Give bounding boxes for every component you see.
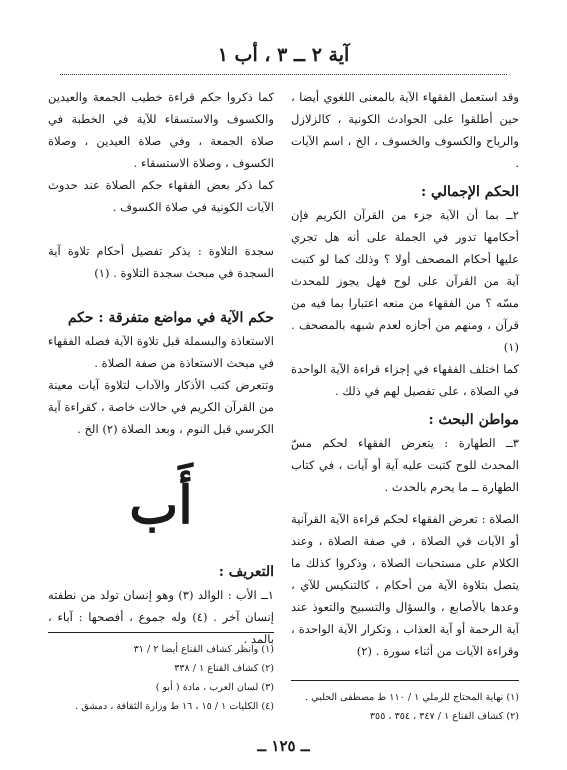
footnotes-right bbox=[291, 688, 519, 726]
footnote-separator bbox=[291, 680, 519, 681]
paragraph: ٢ــ بما أن الآية جزء من القرآن الكريم فإن أحكامها تدور في الجملة على أنه هل تجري عليها أحكام المصحف أولا ؟ وذلك كما لو كتبت آية من القرآن على لوح فهل يجوز للمحدث مسّه ؟ من الفقهاء من منعه اعتبارا بما فيه من قرآن ، ومنهم من أجازه لعدم شبهه بالمصحف . (١) bbox=[291, 208, 519, 354]
paragraph: كما اختلف الفقهاء في إجزاء قراءة الآية الواحدة في الصلاة ، على تفصيل لهم في ذلك . bbox=[291, 362, 519, 398]
footnote-separator bbox=[48, 632, 274, 633]
footnote: (٢) كشاف القناع ١ / ٣٣٨ bbox=[174, 663, 274, 674]
paragraph: ٣ــ الطهارة : يتعرض الفقهاء لحكم مسّ المحدث للوح كتبت عليه آية أو آيات ، في كتاب الطهارة ــ ما يحرم بالحدث . bbox=[291, 436, 519, 494]
footnotes-left bbox=[48, 640, 274, 716]
section-heading: الحكم الإجمالي : bbox=[421, 184, 519, 200]
page-header: آية ٢ ــ ٣ ، أب ١ bbox=[217, 44, 350, 66]
footnote: (٣) لسان العرب ، مادة ( أبو ) bbox=[155, 682, 274, 693]
header-rule bbox=[60, 74, 507, 75]
page-number: ــ ١٢٥ ــ bbox=[257, 737, 310, 755]
paragraph: الصلاة : تعرض الفقهاء لحكم قراءة الآية القرآنية أو الآيات في الصلاة ، في صفة الصلاة ، وعند الكلام على مستحبات الصلاة ، وذكروا كذلك ما يتصل بتلاوة الآية من أحكام ، كالتنكيس للآي ، وعدها بالأصابع ، والسؤال والتسبيح والتعوذ عند آية الرحمة أو آية العذاب ، وتكرار الآية الواحدة ، وقراءة الآيات من أثناء سورة . (٢) bbox=[291, 512, 519, 658]
entry-title: أَب bbox=[129, 475, 193, 536]
footnote: (٤) الكليات ١ / ١٥ ، ١٦ ط وزارة الثقافة ، دمشق . bbox=[75, 701, 274, 712]
paragraph: كما ذكر بعض الفقهاء حكم الصلاة عند حدوث الآيات الكونية في صلاة الكسوف . bbox=[48, 178, 274, 214]
paragraph: وتتعرض كتب الأذكار والآداب لتلاوة آيات معينة من القرآن الكريم في حالات خاصة ، كقراءة آية الكرسي قبل النوم ، وبعد الصلاة (٢) الخ . bbox=[48, 378, 274, 436]
paragraph: كما ذكروا حكم قراءة خطيب الجمعة والعيدين والكسوف والاستسقاء للآية في الخطبة في صلاة الجمعة ، وفي صلاة العيدين ، وصلاة الكسوف ، وصلاة الاستسقاء . bbox=[48, 90, 274, 170]
paragraph: الاستعاذة والبسملة قبل تلاوة الآية فصله الفقهاء في مبحث الاستعاذة من صفة الصلاة . bbox=[48, 334, 274, 370]
section-heading: التعريف : bbox=[218, 564, 274, 580]
left-column bbox=[48, 86, 274, 650]
right-column bbox=[291, 86, 519, 662]
footnote: (٢) كشاف القناع ١ / ٣٤٧ ، ٣٥٤ ، ٣٥٥ bbox=[369, 711, 519, 722]
footnote: (١) وانظر كشاف القناع أيضا ٢ / ٣١ bbox=[133, 644, 274, 655]
section-heading: حكم الآية في مواضع متفرقة : حكم bbox=[67, 310, 274, 326]
paragraph: ١ــ الأب : الوالد (٣) وهو إنسان تولد من نطفته إنسان آخر . (٤) وله جموع ، أفصحها : آباء ، بالمد . bbox=[48, 588, 274, 646]
footnote: (١) نهاية المحتاج للرملي ١ / ١١٠ ط مصطفى الحلبي . bbox=[305, 692, 519, 703]
paragraph: وقد استعمل الفقهاء الآية بالمعنى اللغوي أيضا ، حين أطلقوا على الحوادث الكونية ، كالزلازل والرياح والكسوف والخسوف ، الخ ، اسم الآيات . bbox=[291, 90, 519, 170]
section-heading: مواطن البحث : bbox=[428, 412, 519, 428]
paragraph: سجدة التلاوة : يذكر تفصيل أحكام تلاوة آية السجدة في مبحث سجدة التلاوة . (١) bbox=[48, 244, 274, 280]
